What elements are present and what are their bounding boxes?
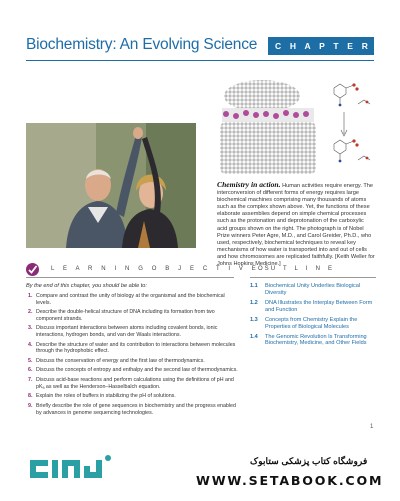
title-divider xyxy=(26,60,374,61)
objective-text: Explain the roles of buffers in stabilizing the pH of solutions. xyxy=(36,393,176,400)
objective-number: 8. xyxy=(28,393,33,400)
outline-number: 1.3 xyxy=(250,316,258,323)
watermark-url[interactable]: WWW.SETABOOK.COM xyxy=(196,473,384,488)
objective-text: Discuss the concepts of entropy and enthalpy and the second law of thermodynamics. xyxy=(36,367,238,374)
outline-heading: O U T L I N E xyxy=(258,266,336,272)
objective-item xyxy=(26,293,238,306)
outline-text: Concepts from Chemistry Explain the Properties of Biological Molecules xyxy=(265,316,358,330)
objective-item xyxy=(26,377,238,390)
molecular-machine-illustration xyxy=(212,74,377,179)
objective-item xyxy=(26,342,238,355)
outline-text: The Genomic Revolution Is Transforming Biochemistry, Medicine, and Other Fields xyxy=(265,333,367,347)
objective-text: Discuss acid-base reactions and perform calculations using the definitions of pH and pKₐ as well as the Henderson–Hasselbalch equation. xyxy=(36,377,234,390)
objective-text: Describe the structure of water and its contribution to interactions between molecules through the hydrophobic effect. xyxy=(36,341,236,355)
objective-item xyxy=(26,309,238,322)
objective-number: 9. xyxy=(28,403,33,409)
objective-number: 2. xyxy=(28,309,33,316)
objective-text: Compare and contrast the unity of biology at the organismal and the biochemical levels. xyxy=(36,293,225,306)
objective-number: 1. xyxy=(28,293,33,299)
outline-number: 1.2 xyxy=(250,299,258,306)
outline-item[interactable] xyxy=(250,334,376,348)
outline-list xyxy=(250,283,376,351)
objective-number: 6. xyxy=(28,367,33,374)
objective-item xyxy=(26,325,238,338)
objective-item xyxy=(26,358,238,365)
page-number: 1 xyxy=(370,424,374,430)
objective-item xyxy=(26,393,238,400)
outline-number: 1.4 xyxy=(250,333,258,340)
objective-number: 7. xyxy=(28,377,33,384)
outline-divider xyxy=(250,277,376,278)
chapter-label: C H A P T E R 1 xyxy=(268,37,374,55)
outline-text: DNA Illustrates the Interplay Between Form and Function xyxy=(265,299,373,313)
checkmark-icon xyxy=(26,263,39,276)
objective-item xyxy=(26,403,238,416)
page-title: Biochemistry: An Evolving Science xyxy=(26,36,258,53)
watermark-persian-text: فروشگاه کتاب پزشکی ستابوک xyxy=(250,456,368,466)
outline-text: Biochemical Unity Underlies Biological Diversity xyxy=(265,283,361,296)
setabook-logo xyxy=(24,450,116,490)
outline-number: 1.1 xyxy=(250,283,258,289)
objective-number: 3. xyxy=(28,325,33,332)
objective-number: 4. xyxy=(28,341,33,348)
caption-title: Chemistry in action. xyxy=(217,180,281,189)
objective-text: Briefly describe the role of gene sequences in biochemistry and the progress enabled by advances in genome sequencing technologies. xyxy=(36,403,236,416)
objectives-list xyxy=(26,293,238,419)
outline-item[interactable] xyxy=(250,317,376,331)
objective-item xyxy=(26,367,238,374)
caption-body: Human activities require energy. The interconversion of different forms of energy requires large biochemical machines comprising many thousands of atoms such as the complex shown above. Yet, the functions of these elaborate assemblies depend on simple chemical processes such as the protonation and deprotonation of the carboxylic acid groups shown on the right. The photograph is of Nobel Prize winners Peter Agre, M.D., and Carol Greider, Ph.D., who used, respectively, biochemical techniques to reveal key mechanisms of how water is transported into and out of cells and how chromosomes are replicated faithfully. [Keith Weller for Johns Hopkins Medicine.] xyxy=(217,183,375,268)
objective-text: Discuss the conservation of energy and the first law of thermodynamics. xyxy=(36,357,205,364)
objectives-heading: L E A R N I N G O B J E C T I V E S xyxy=(51,266,273,272)
outline-item[interactable] xyxy=(250,300,376,314)
figure-caption xyxy=(217,181,375,268)
scientists-photo xyxy=(26,123,196,248)
objective-text: Discuss important interactions between atoms including covalent bonds, ionic interactions, hydrogen bonds, and van der Waals interactions. xyxy=(36,325,218,338)
outline-item[interactable] xyxy=(250,283,376,297)
objectives-divider xyxy=(26,277,234,278)
objective-text: Describe the double-helical structure of DNA including its formation from two component strands. xyxy=(36,309,215,322)
objective-number: 5. xyxy=(28,357,33,364)
objectives-intro: By the end of this chapter, you should be able to: xyxy=(26,283,147,289)
